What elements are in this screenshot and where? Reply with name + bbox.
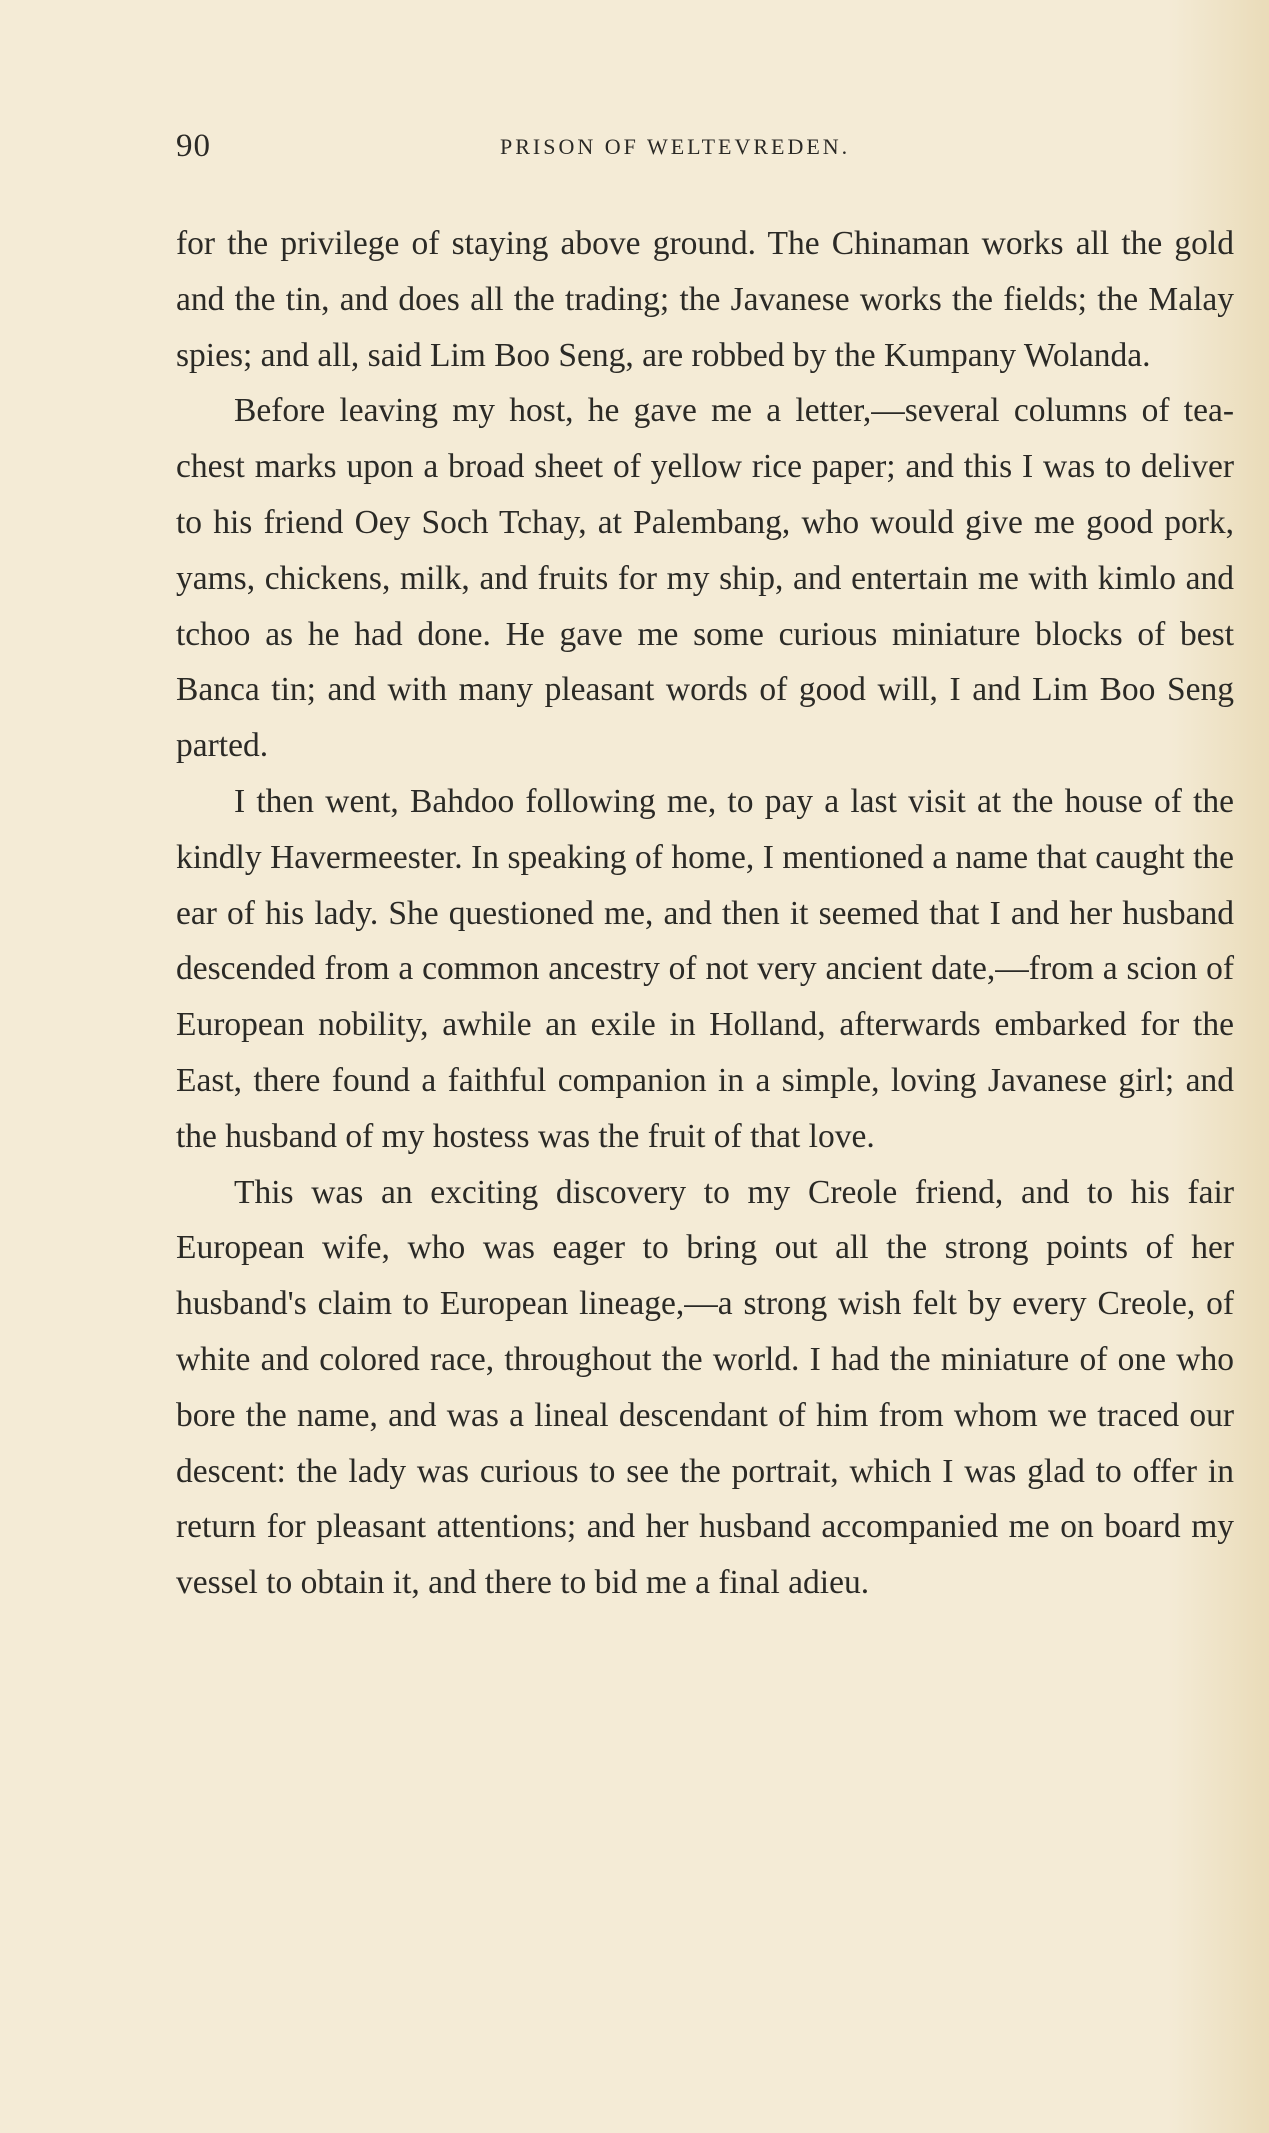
body-text xyxy=(176,216,1234,1611)
page-number: 90 xyxy=(176,128,211,164)
running-head: PRISON OF WELTEVREDEN. xyxy=(500,134,851,159)
paragraph-2: Before leaving my host, he gave me a letter,—several columns of tea-chest marks upon a broad sheet of yellow rice paper; and this I was to deliver to his friend Oey Soch Tchay, at Palembang, who would give me good pork, yams, chickens, milk, and fruits for my ship, and entertain me with kimlo and tchoo as he had done. He gave me some curious miniature blocks of best Banca tin; and with many pleasant words of good will, I and Lim Boo Seng parted. xyxy=(176,392,1234,765)
paragraph-1: for the privilege of staying above ground. The Chinaman works all the gold and the tin, and does all the trading; the Javanese works the fields; the Malay spies; and all, said Lim Boo Seng, are robbed by the Kumpany Wolanda. xyxy=(176,225,1234,374)
paragraph-4: This was an exciting discovery to my Creole friend, and to his fair European wife, who was eager to bring out all the strong points of her husband's claim to European lineage,—a strong wish felt by every Creole, of white and colored race, throughout the world. I had the miniature of one who bore the name, and was a lineal descendant of him from whom we traced our descent: the lady was curious to see the portrait, which I was glad to offer in return for pleasant attentions; and her husband accompanied me on board my vessel to obtain it, and there to bid me a final adieu. xyxy=(176,1173,1234,1602)
page-header xyxy=(176,128,1236,172)
paragraph-3: I then went, Bahdoo following me, to pay a last visit at the house of the kindly Havermeester. In speaking of home, I mentioned a name that caught the ear of his lady. She questioned me, and then it seemed that I and her husband descended from a common ancestry of not very ancient date,—from a scion of European nobility, awhile an exile in Holland, afterwards embarked for the East, there found a faithful companion in a simple, loving Javanese girl; and the husband of my hostess was the fruit of that love. xyxy=(176,782,1234,1155)
